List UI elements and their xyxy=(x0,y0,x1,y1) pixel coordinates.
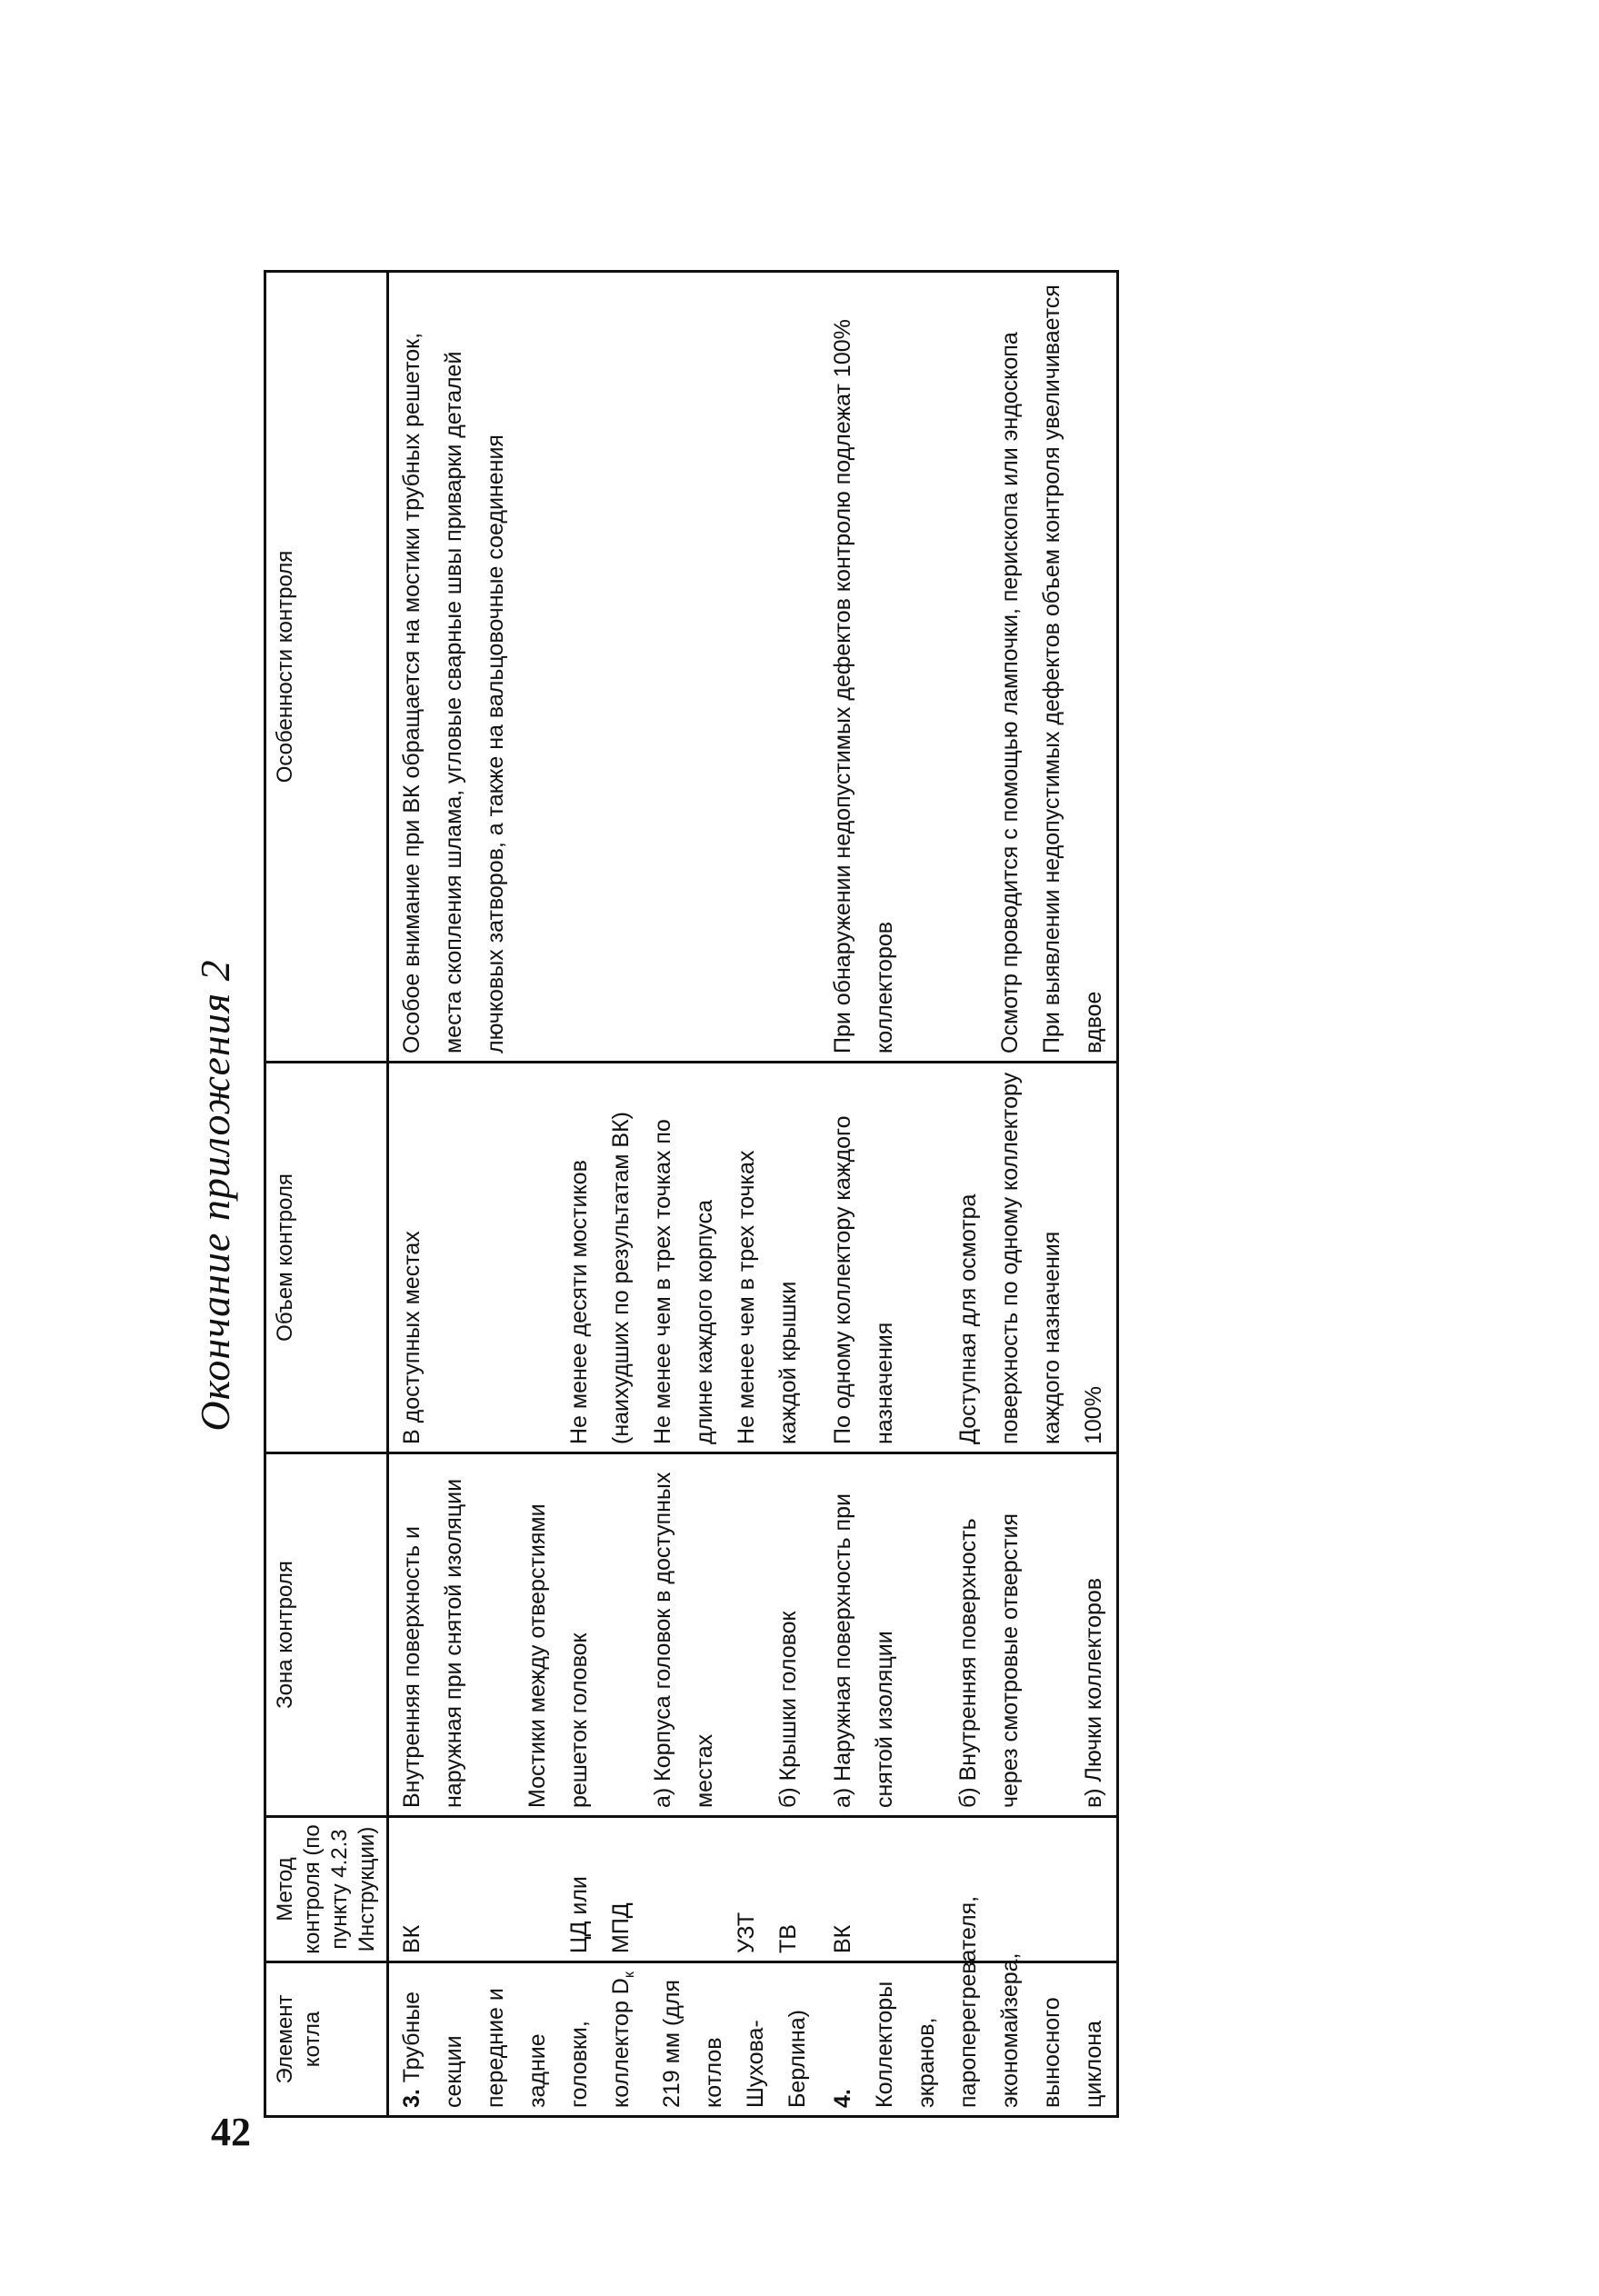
method-item: ТВ xyxy=(775,1924,801,1953)
cell-zone-3 xyxy=(388,1453,821,1817)
table-row-4 xyxy=(820,272,1118,2117)
element-text: Коллекторы экранов, пароперегревателя, экономайзера, выносного циклона xyxy=(872,1895,1106,2108)
element-subscript: к xyxy=(622,1972,637,1979)
header-features: Особенности контроля xyxy=(265,272,388,1063)
zone-item: Внутренняя поверхность и наружная при снятой изоляции xyxy=(399,1478,466,1808)
method-item: ВК xyxy=(830,1924,855,1953)
zone-item: а) Наружная поверхность при снятой изоляции xyxy=(830,1493,897,1808)
cell-method-3 xyxy=(388,1817,821,1962)
method-item: ВК xyxy=(399,1924,425,1953)
appendix-caption: Окончание приложения 2 xyxy=(192,959,238,1432)
features-item: Особое внимание при ВК обращается на мостики трубных решеток, места скопления шлама, угловые сварные швы приварки деталей лючковых затворов, а также на вальцовочные соединения xyxy=(399,332,508,1053)
rotated-page-content xyxy=(191,273,1409,2118)
row-number: 3. xyxy=(399,2089,425,2108)
volume-item: По одному коллектору каждого назначения xyxy=(830,1115,897,1444)
element-text: Трубные секции передние и задние головки, коллектор D xyxy=(399,1978,634,2108)
cell-volume-3 xyxy=(388,1063,821,1453)
cell-zone-4 xyxy=(820,1453,1118,1817)
cell-features-4 xyxy=(820,272,1118,1063)
cell-element-3 xyxy=(388,1962,821,2117)
header-zone: Зона контроля xyxy=(265,1453,388,1817)
table-header-row xyxy=(265,272,388,2117)
method-item: УЗТ xyxy=(734,1912,759,1953)
page-number: 42 xyxy=(211,2110,251,2154)
zone-item: в) Лючки коллекторов xyxy=(1081,1577,1106,1808)
volume-item: Не менее чем в трех точках каждой крышки xyxy=(734,1150,801,1444)
cell-features-3 xyxy=(388,272,821,1063)
zone-item: Мостики между отверстиями решеток головок xyxy=(525,1503,592,1808)
volume-item: 100% xyxy=(1081,1386,1106,1444)
volume-item: Не менее чем в трех точках по длине каждого корпуса xyxy=(650,1119,717,1444)
method-item: ЦД или МПД xyxy=(566,1876,634,1953)
table-row-3 xyxy=(388,272,821,2117)
zone-item: б) Крышки головок xyxy=(775,1611,801,1808)
features-item: При обнаружении недопустимых дефектов контролю подлежат 100% коллекторов xyxy=(830,319,897,1053)
zone-item: а) Корпуса головок в доступных местах xyxy=(650,1472,717,1808)
volume-item: В доступных местах xyxy=(399,1231,425,1444)
header-element: Элемент котла xyxy=(265,1962,388,2117)
volume-item: Доступная для осмотра поверхность по одному коллектору каждого назначения xyxy=(955,1072,1064,1444)
features-item: Осмотр проводится с помощью лампочки, перископа или эндоскопа xyxy=(997,332,1023,1053)
header-volume: Объем контроля xyxy=(265,1063,388,1453)
row-number: 4. xyxy=(830,2089,855,2108)
element-text-tail: 219 мм (для котлов Шухова-Берлина) xyxy=(659,1979,810,2108)
header-method: Метод контроля (по пункту 4.2.3 Инструкции) xyxy=(265,1817,388,1962)
control-table xyxy=(264,270,1119,2118)
volume-item: Не менее десяти мостиков (наихудших по результатам ВК) xyxy=(566,1112,634,1444)
cell-volume-4 xyxy=(820,1063,1118,1453)
features-item: При выявлении недопустимых дефектов объем контроля увеличивается вдвое xyxy=(1039,285,1106,1053)
zone-item: б) Внутренняя поверхность через смотровые отверстия xyxy=(955,1512,1023,1808)
